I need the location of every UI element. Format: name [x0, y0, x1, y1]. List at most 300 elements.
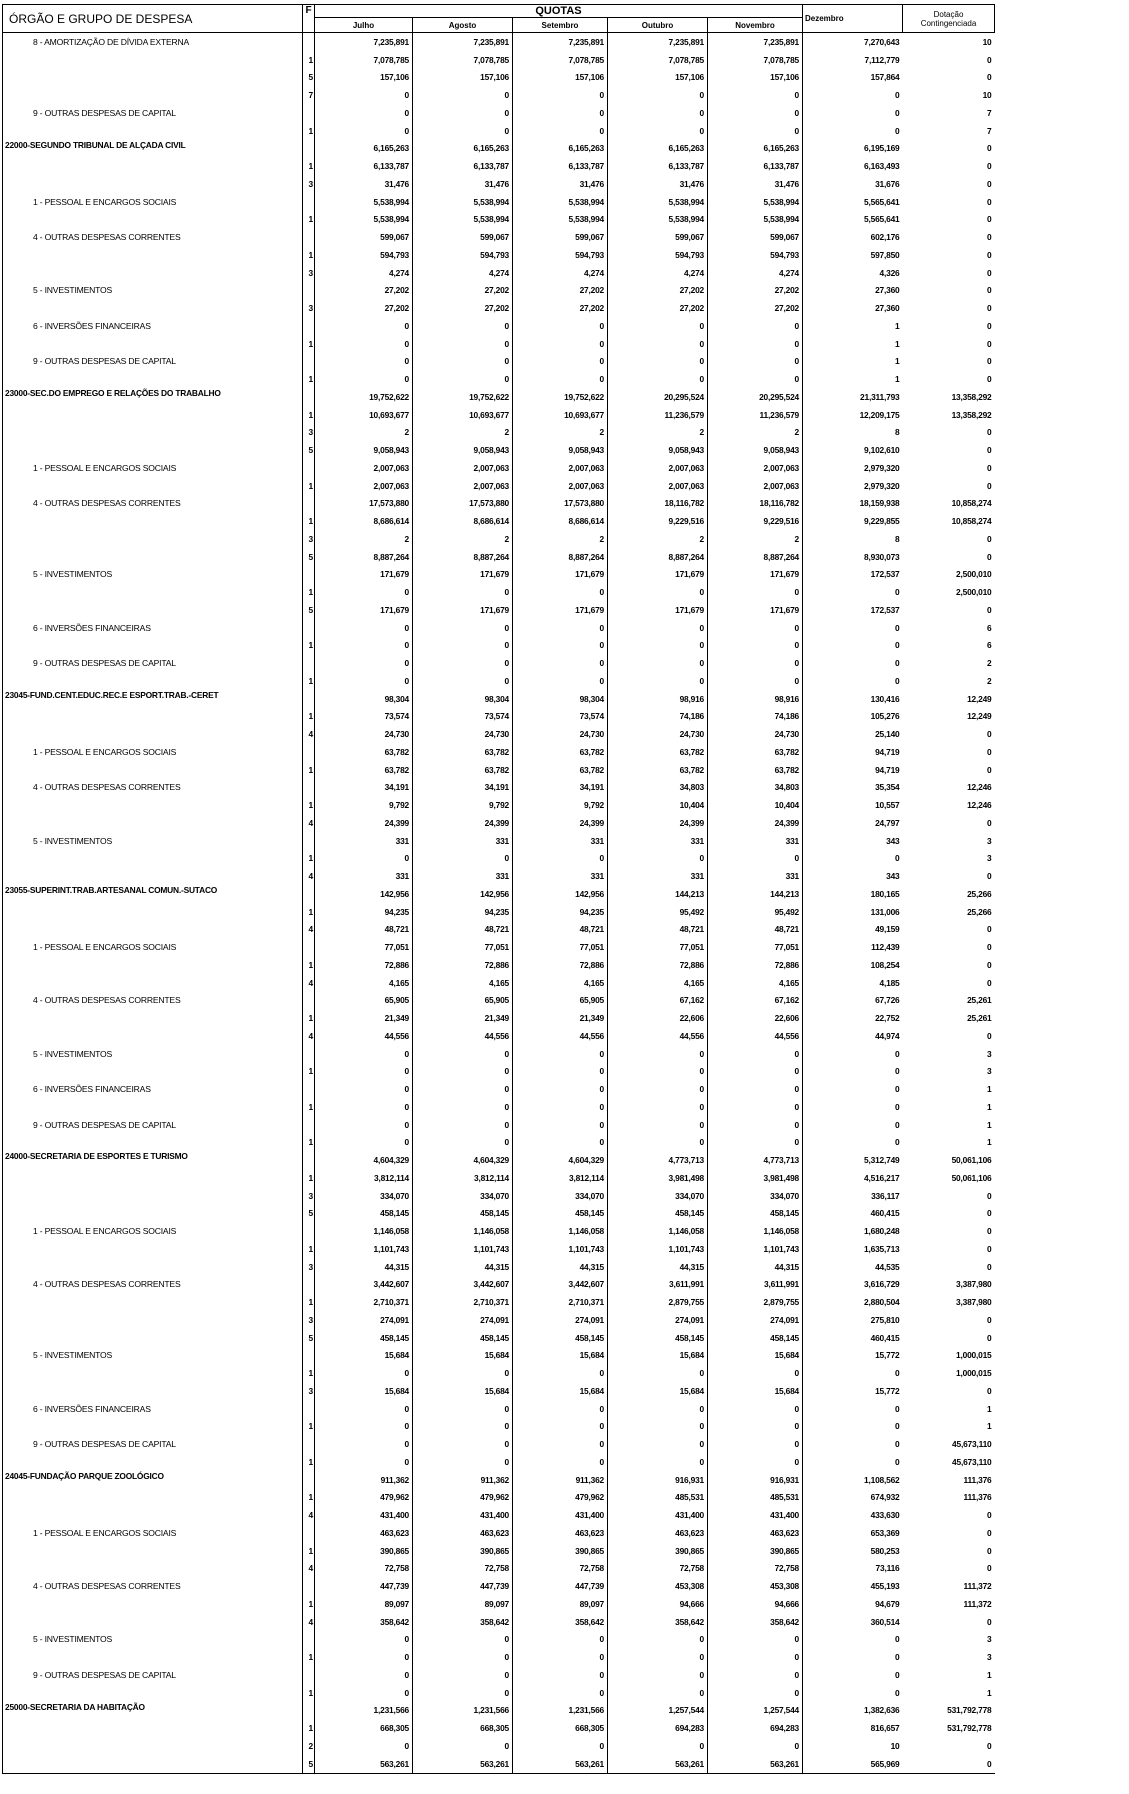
outubro-value: 331: [608, 867, 708, 885]
fonte-cell: 4: [303, 1506, 315, 1524]
outubro-value: 94,666: [608, 1595, 708, 1613]
setembro-value: 31,476: [513, 175, 608, 193]
dezembro-value: 9,102,610: [864, 445, 900, 456]
agosto-value: 1,101,743: [413, 1240, 513, 1258]
table-row: [3, 654, 995, 672]
dezembro-value: 2,979,320: [864, 480, 900, 491]
dotacao-value: 10,858,274: [951, 516, 992, 527]
agosto-value: 1,231,566: [413, 1702, 513, 1720]
expense-group-label: [3, 850, 303, 868]
dotacao-value: 0: [987, 1243, 992, 1254]
novembro-value: 144,213: [708, 885, 803, 903]
outubro-value: 0: [608, 370, 708, 388]
expense-group-label: [3, 1595, 303, 1613]
agosto-value: 15,684: [413, 1347, 513, 1365]
dotacao-value: 25,261: [967, 1013, 992, 1024]
expense-group-label: 9 - OUTRAS DESPESAS DE CAPITAL: [3, 654, 303, 672]
dotacao-value: 12,249: [967, 693, 992, 704]
dotacao-value: 0: [987, 1510, 992, 1521]
outubro-value: 0: [608, 672, 708, 690]
fonte-cell: 5: [303, 548, 315, 566]
fonte-cell: 5: [303, 441, 315, 459]
setembro-value: 1,101,743: [513, 1240, 608, 1258]
expense-group-label: [3, 1205, 303, 1223]
novembro-value: 22,606: [708, 1009, 803, 1027]
julho-value: 73,574: [315, 708, 413, 726]
dotacao-value: 0: [987, 462, 992, 473]
dezembro-value: 343: [886, 835, 900, 846]
org-name: 23045-FUND.CENT.EDUC.REC.E ESPORT.TRAB.-CERET: [3, 690, 303, 708]
novembro-value: 563,261: [708, 1755, 803, 1773]
dotacao-value: 0: [987, 320, 992, 331]
expense-group-label: [3, 1063, 303, 1081]
setembro-value: 0: [513, 317, 608, 335]
table-row: [3, 903, 995, 921]
expense-group-label: [3, 1098, 303, 1116]
novembro-value: 2,007,063: [708, 459, 803, 477]
table-row: [3, 1134, 995, 1152]
org-row: [3, 388, 995, 406]
julho-value: 7,078,785: [315, 51, 413, 69]
table-row: [3, 86, 995, 104]
julho-value: 44,315: [315, 1258, 413, 1276]
expense-group-label: 6 - INVERSÕES FINANCEIRAS: [3, 1080, 303, 1098]
fonte-cell: [303, 619, 315, 637]
julho-value: 668,305: [315, 1719, 413, 1737]
dotacao-value: 1: [987, 1084, 992, 1095]
novembro-value: 15,684: [708, 1382, 803, 1400]
agosto-value: 6,133,787: [413, 157, 513, 175]
expense-group-label: [3, 299, 303, 317]
outubro-value: 44,315: [608, 1258, 708, 1276]
outubro-value: 48,721: [608, 921, 708, 939]
org-row: [3, 1151, 995, 1169]
fonte-cell: [303, 495, 315, 513]
dezembro-value: 1,382,636: [864, 1705, 900, 1716]
expense-group-label: [3, 672, 303, 690]
expense-group-label: [3, 1648, 303, 1666]
table-row: [3, 211, 995, 229]
org-name: 23000-SEC.DO EMPREGO E RELAÇÕES DO TRABALHO: [3, 388, 303, 406]
setembro-value: 599,067: [513, 228, 608, 246]
setembro-value: 15,684: [513, 1347, 608, 1365]
outubro-value: 157,106: [608, 69, 708, 87]
agosto-value: 0: [413, 619, 513, 637]
setembro-value: 0: [513, 654, 608, 672]
novembro-value: 24,399: [708, 814, 803, 832]
setembro-value: 98,304: [513, 690, 608, 708]
julho-value: 98,304: [315, 690, 413, 708]
dezembro-value: 0: [895, 1421, 900, 1432]
table-row: [3, 122, 995, 140]
table-row: [3, 459, 995, 477]
agosto-value: 44,556: [413, 1027, 513, 1045]
month-header-setembro: Setembro: [513, 18, 608, 33]
dotacao-value: 0: [987, 1385, 992, 1396]
agosto-value: 458,145: [413, 1329, 513, 1347]
julho-value: 1,231,566: [315, 1702, 413, 1720]
julho-value: 8,887,264: [315, 548, 413, 566]
julho-value: 447,739: [315, 1577, 413, 1595]
setembro-value: 0: [513, 370, 608, 388]
setembro-value: 2: [513, 424, 608, 442]
novembro-value: 0: [708, 1453, 803, 1471]
expense-group-label: [3, 69, 303, 87]
outubro-value: 431,400: [608, 1506, 708, 1524]
table-row: [3, 104, 995, 122]
fonte-cell: 3: [303, 530, 315, 548]
outubro-value: 171,679: [608, 566, 708, 584]
dezembro-value: 4,516,217: [864, 1172, 900, 1183]
agosto-value: 27,202: [413, 299, 513, 317]
julho-value: 0: [315, 654, 413, 672]
outubro-value: 6,133,787: [608, 157, 708, 175]
novembro-value: 334,070: [708, 1187, 803, 1205]
dezembro-value: 5,565,641: [864, 214, 900, 225]
julho-value: 4,165: [315, 974, 413, 992]
table-body: [3, 33, 995, 1774]
table-row: [3, 1737, 995, 1755]
julho-value: 8,686,614: [315, 512, 413, 530]
fonte-cell: [303, 193, 315, 211]
setembro-value: 463,623: [513, 1524, 608, 1542]
table-row: [3, 477, 995, 495]
expense-group-label: [3, 974, 303, 992]
novembro-value: 0: [708, 1134, 803, 1152]
expense-group-label: 1 - PESSOAL E ENCARGOS SOCIAIS: [3, 743, 303, 761]
dotacao-value: 0: [987, 214, 992, 225]
table-row: [3, 1276, 995, 1294]
agosto-value: 9,792: [413, 796, 513, 814]
novembro-value: 0: [708, 122, 803, 140]
dotacao-value: 13,358,292: [951, 391, 992, 402]
fonte-cell: [303, 140, 315, 158]
outubro-value: 63,782: [608, 743, 708, 761]
agosto-value: 73,574: [413, 708, 513, 726]
dezembro-value: 44,974: [875, 1030, 900, 1041]
fonte-cell: 5: [303, 1755, 315, 1773]
expense-group-label: [3, 1240, 303, 1258]
novembro-value: 0: [708, 1063, 803, 1081]
agosto-value: 563,261: [413, 1755, 513, 1773]
julho-value: 2,007,063: [315, 477, 413, 495]
novembro-value: 0: [708, 104, 803, 122]
julho-value: 5,538,994: [315, 211, 413, 229]
dotacao-value: 7: [987, 107, 992, 118]
dotacao-value: 0: [987, 533, 992, 544]
expense-group-label: [3, 796, 303, 814]
novembro-value: 34,803: [708, 779, 803, 797]
setembro-value: 6,133,787: [513, 157, 608, 175]
dezembro-value: 0: [895, 658, 900, 669]
dotacao-value: 6: [987, 640, 992, 651]
fonte-cell: 4: [303, 867, 315, 885]
julho-value: 0: [315, 353, 413, 371]
novembro-value: 63,782: [708, 761, 803, 779]
outubro-value: 22,606: [608, 1009, 708, 1027]
dezembro-value: 94,679: [875, 1598, 900, 1609]
table-row: [3, 1631, 995, 1649]
dezembro-value: 10: [890, 1740, 900, 1751]
novembro-value: 331: [708, 832, 803, 850]
agosto-value: 0: [413, 1435, 513, 1453]
julho-value: 65,905: [315, 992, 413, 1010]
dotacao-value: 3: [987, 853, 992, 864]
novembro-value: 0: [708, 1631, 803, 1649]
table-row: [3, 938, 995, 956]
outubro-value: 0: [608, 850, 708, 868]
agosto-value: 72,886: [413, 956, 513, 974]
novembro-value: 0: [708, 1364, 803, 1382]
table-row: [3, 1524, 995, 1542]
agosto-value: 8,686,614: [413, 512, 513, 530]
outubro-value: 331: [608, 832, 708, 850]
outubro-value: 485,531: [608, 1489, 708, 1507]
dotacao-value: 0: [903, 1755, 995, 1773]
dezembro-value: 1,680,248: [864, 1226, 900, 1237]
julho-value: 19,752,622: [315, 388, 413, 406]
setembro-value: 5,538,994: [513, 211, 608, 229]
setembro-value: 27,202: [513, 282, 608, 300]
expense-group-label: [3, 441, 303, 459]
dezembro-value: 73,116: [875, 1563, 900, 1574]
novembro-value: 2,879,755: [708, 1293, 803, 1311]
setembro-value: 73,574: [513, 708, 608, 726]
dotacao-value: 25,266: [967, 888, 992, 899]
table-row: [3, 424, 995, 442]
table-row: [3, 1542, 995, 1560]
setembro-value: 0: [513, 86, 608, 104]
julho-value: 2,710,371: [315, 1293, 413, 1311]
table-row: [3, 672, 995, 690]
outubro-value: 44,556: [608, 1027, 708, 1045]
table-row: [3, 1719, 995, 1737]
fonte-cell: 1: [303, 51, 315, 69]
dotacao-value: 0: [987, 285, 992, 296]
table-row: [3, 637, 995, 655]
julho-value: 0: [315, 86, 413, 104]
expense-group-label: [3, 1506, 303, 1524]
novembro-value: 1,146,058: [708, 1222, 803, 1240]
setembro-value: 4,604,329: [513, 1151, 608, 1169]
dezembro-value: 816,657: [870, 1723, 900, 1734]
fonte-cell: [303, 832, 315, 850]
expense-group-label: 5 - INVESTIMENTOS: [3, 1631, 303, 1649]
expense-group-label: 9 - OUTRAS DESPESAS DE CAPITAL: [3, 1116, 303, 1134]
table-row: [3, 175, 995, 193]
dotacao-value: 0: [987, 729, 992, 740]
outubro-value: 0: [608, 654, 708, 672]
agosto-value: 599,067: [413, 228, 513, 246]
dezembro-value: 0: [895, 1634, 900, 1645]
fonte-cell: 1: [303, 1169, 315, 1187]
agosto-value: 0: [413, 122, 513, 140]
julho-value: 0: [315, 1098, 413, 1116]
agosto-value: 21,349: [413, 1009, 513, 1027]
julho-value: 0: [315, 637, 413, 655]
dotacao-value: 0: [987, 1261, 992, 1272]
table-row: [3, 1258, 995, 1276]
dezembro-value: 8: [895, 427, 900, 438]
outubro-value: 1,257,544: [608, 1702, 708, 1720]
month-header-outubro: Outubro: [608, 18, 708, 33]
julho-value: 44,556: [315, 1027, 413, 1045]
outubro-value: 171,679: [608, 601, 708, 619]
agosto-value: 2: [413, 424, 513, 442]
quotas-header: QUOTAS: [315, 5, 803, 18]
dezembro-value: 27,360: [875, 303, 900, 314]
novembro-value: 0: [708, 637, 803, 655]
outubro-value: 0: [608, 1400, 708, 1418]
expense-group-label: 9 - OUTRAS DESPESAS DE CAPITAL: [3, 104, 303, 122]
outubro-value: 9,229,516: [608, 512, 708, 530]
dotacao-value: 1: [987, 1119, 992, 1130]
outubro-value: 6,165,263: [608, 140, 708, 158]
fonte-cell: 1: [303, 211, 315, 229]
dotacao-value: 12,249: [967, 711, 992, 722]
setembro-value: 0: [513, 1098, 608, 1116]
dezembro-value: 94,719: [875, 746, 900, 757]
novembro-value: 0: [708, 1400, 803, 1418]
agosto-value: 0: [413, 1098, 513, 1116]
expense-group-label: [3, 512, 303, 530]
setembro-value: 21,349: [513, 1009, 608, 1027]
outubro-value: 599,067: [608, 228, 708, 246]
fonte-cell: 5: [303, 1205, 315, 1223]
novembro-value: 4,274: [708, 264, 803, 282]
expense-group-label: [3, 583, 303, 601]
table-row: [3, 51, 995, 69]
agosto-value: 44,315: [413, 1258, 513, 1276]
fonte-cell: [303, 885, 315, 903]
dezembro-value: 433,630: [870, 1510, 900, 1521]
agosto-value: 24,399: [413, 814, 513, 832]
novembro-value: 9,229,516: [708, 512, 803, 530]
outubro-value: 0: [608, 619, 708, 637]
dezembro-value: 275,810: [870, 1314, 900, 1325]
setembro-value: 27,202: [513, 299, 608, 317]
julho-value: 458,145: [315, 1205, 413, 1223]
agosto-value: 0: [413, 1116, 513, 1134]
outubro-value: 0: [608, 1418, 708, 1436]
agosto-value: 479,962: [413, 1489, 513, 1507]
dezembro-value: 0: [895, 1048, 900, 1059]
agosto-value: 7,078,785: [413, 51, 513, 69]
expense-group-label: [3, 1382, 303, 1400]
setembro-value: 34,191: [513, 779, 608, 797]
dotacao-value: 2,500,010: [956, 587, 992, 598]
setembro-value: 44,556: [513, 1027, 608, 1045]
novembro-value: 171,679: [708, 566, 803, 584]
expense-group-label: 4 - OUTRAS DESPESAS CORRENTES: [3, 779, 303, 797]
dotacao-value: 3: [987, 835, 992, 846]
agosto-value: 274,091: [413, 1311, 513, 1329]
setembro-value: 0: [513, 1737, 608, 1755]
julho-value: 0: [315, 104, 413, 122]
fonte-cell: 1: [303, 1293, 315, 1311]
dezembro-value: 460,415: [870, 1332, 900, 1343]
julho-value: 0: [315, 1400, 413, 1418]
setembro-value: 0: [513, 1400, 608, 1418]
novembro-value: 0: [708, 850, 803, 868]
outubro-value: 0: [608, 1737, 708, 1755]
dotacao-value: 0: [987, 427, 992, 438]
novembro-value: 27,202: [708, 299, 803, 317]
novembro-value: 431,400: [708, 1506, 803, 1524]
outubro-value: 274,091: [608, 1311, 708, 1329]
outubro-value: 72,758: [608, 1560, 708, 1578]
julho-value: 479,962: [315, 1489, 413, 1507]
outubro-value: 0: [608, 1080, 708, 1098]
dotacao-value: 3: [987, 1048, 992, 1059]
julho-value: 9,058,943: [315, 441, 413, 459]
julho-value: 0: [315, 1364, 413, 1382]
novembro-value: 77,051: [708, 938, 803, 956]
setembro-value: 1,231,566: [513, 1702, 608, 1720]
julho-value: 4,604,329: [315, 1151, 413, 1169]
table-row: [3, 1684, 995, 1702]
julho-value: 331: [315, 832, 413, 850]
novembro-value: 95,492: [708, 903, 803, 921]
novembro-value: 0: [708, 1045, 803, 1063]
outubro-value: 358,642: [608, 1613, 708, 1631]
agosto-value: 0: [413, 1648, 513, 1666]
dezembro-value: 10,557: [875, 800, 900, 811]
org-row: [3, 690, 995, 708]
expense-group-label: 6 - INVERSÕES FINANCEIRAS: [3, 619, 303, 637]
julho-value: 2: [315, 424, 413, 442]
table-row: [3, 743, 995, 761]
julho-value: 6,165,263: [315, 140, 413, 158]
setembro-value: 2,007,063: [513, 477, 608, 495]
novembro-value: 15,684: [708, 1347, 803, 1365]
agosto-value: 0: [413, 104, 513, 122]
fonte-cell: 1: [303, 1719, 315, 1737]
dezembro-value: 1: [895, 374, 900, 385]
expense-group-label: 4 - OUTRAS DESPESAS CORRENTES: [3, 1577, 303, 1595]
fonte-cell: [303, 1080, 315, 1098]
agosto-value: 390,865: [413, 1542, 513, 1560]
table-row: [3, 406, 995, 424]
agosto-value: 331: [413, 867, 513, 885]
table-row: [3, 1311, 995, 1329]
agosto-value: 48,721: [413, 921, 513, 939]
outubro-value: 0: [608, 1134, 708, 1152]
table-row: [3, 725, 995, 743]
outubro-value: 4,274: [608, 264, 708, 282]
expense-group-label: [3, 335, 303, 353]
agosto-value: 63,782: [413, 761, 513, 779]
fonte-cell: 1: [303, 477, 315, 495]
julho-value: 0: [315, 672, 413, 690]
table-row: [3, 193, 995, 211]
dezembro-value: 0: [895, 587, 900, 598]
outubro-value: 15,684: [608, 1382, 708, 1400]
agosto-value: 0: [413, 583, 513, 601]
outubro-value: 77,051: [608, 938, 708, 956]
table-row: [3, 956, 995, 974]
setembro-value: 0: [513, 1631, 608, 1649]
fonte-cell: [303, 1631, 315, 1649]
agosto-value: 98,304: [413, 690, 513, 708]
expense-group-label: [3, 708, 303, 726]
setembro-value: 0: [513, 637, 608, 655]
dotacao-value: 13,358,292: [951, 409, 992, 420]
setembro-value: 2: [513, 530, 608, 548]
fonte-cell: 1: [303, 583, 315, 601]
fonte-cell: 1: [303, 1418, 315, 1436]
setembro-value: 0: [513, 619, 608, 637]
